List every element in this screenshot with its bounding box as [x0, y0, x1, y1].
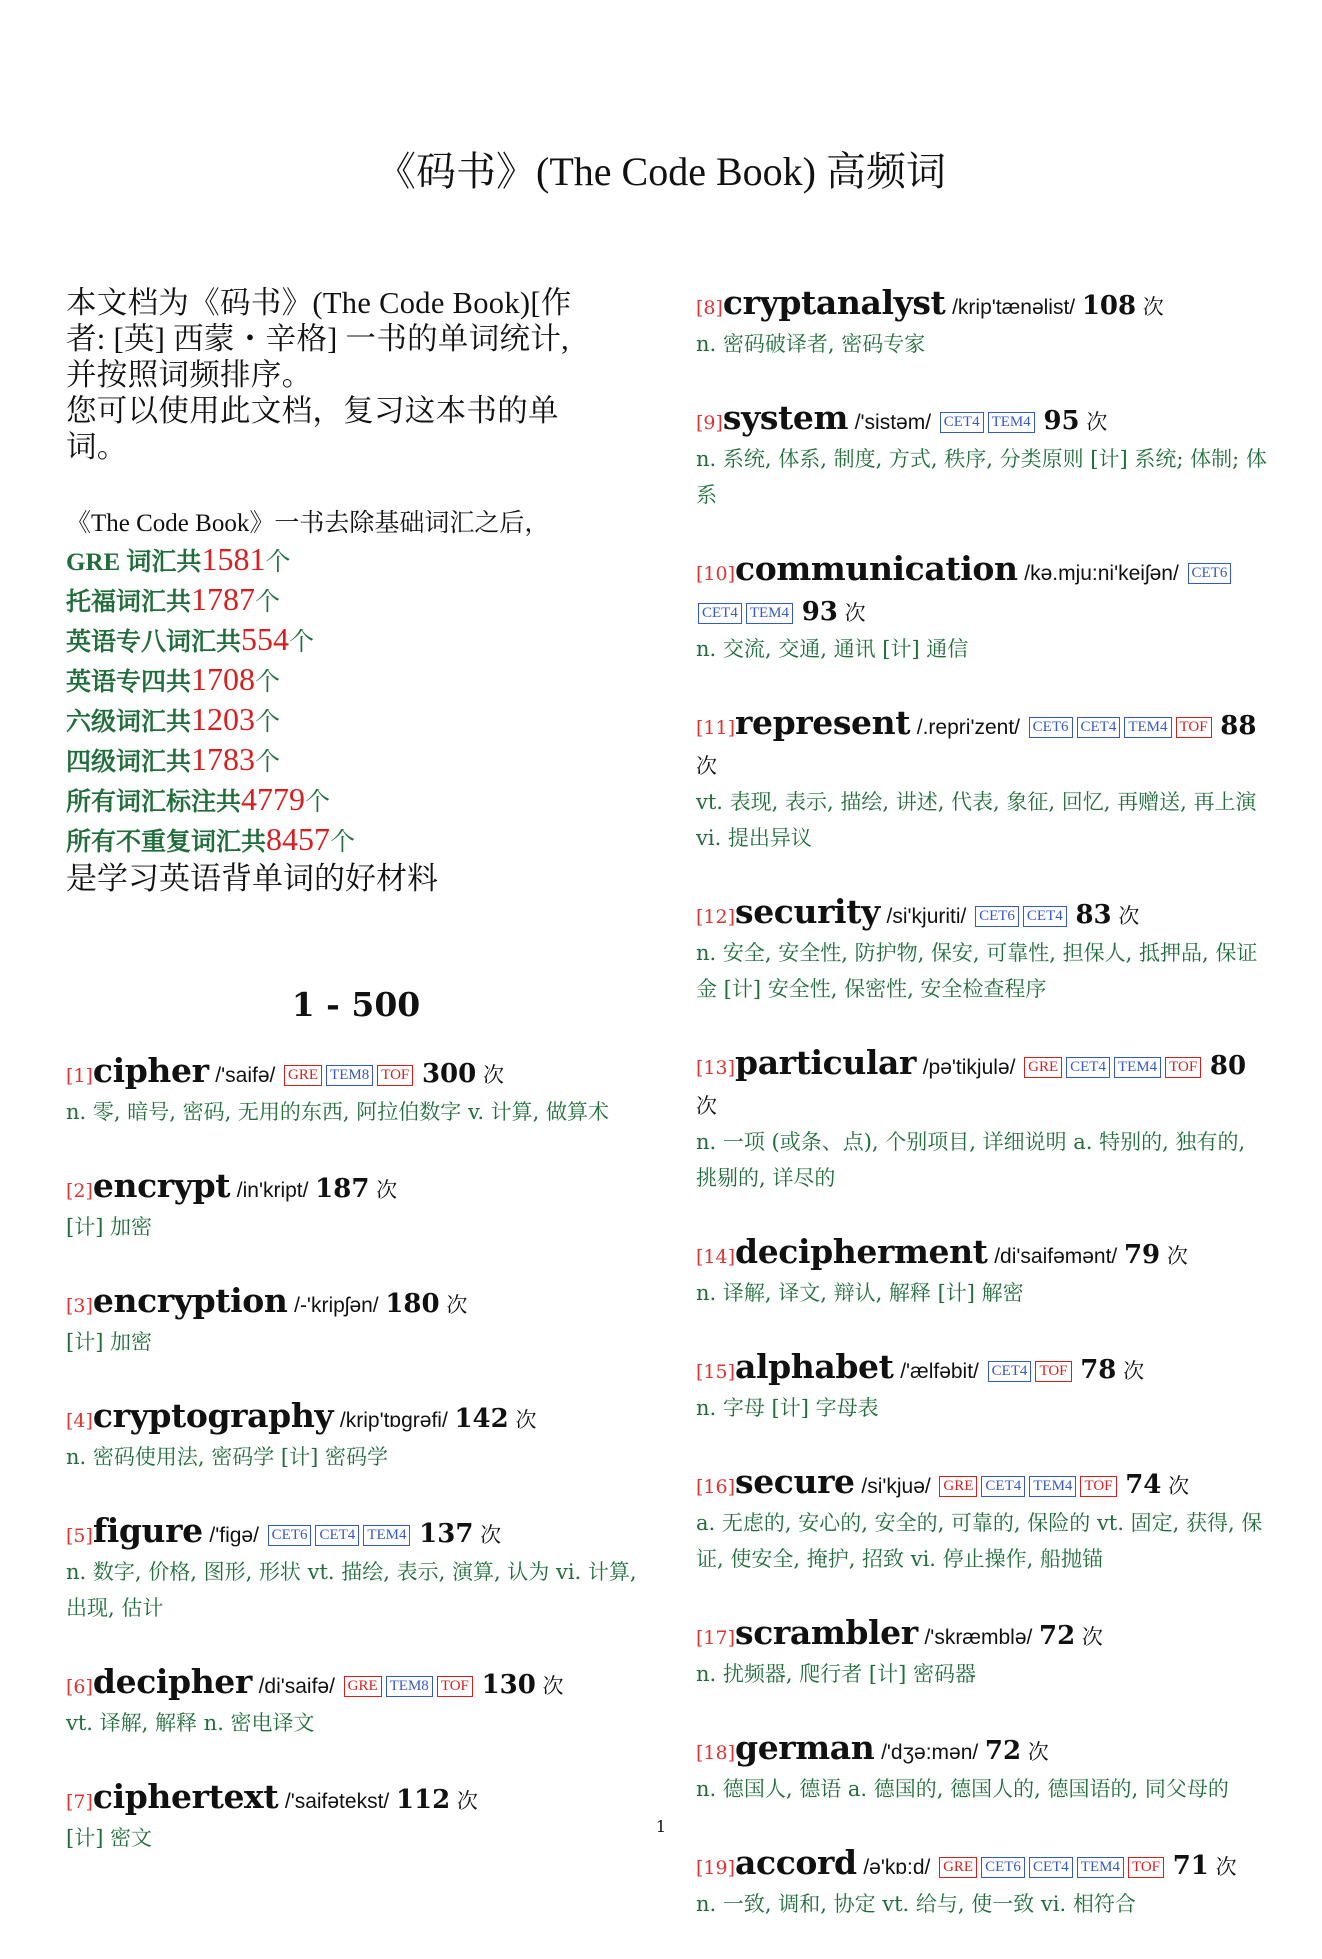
frequency-unit: 次 — [376, 1178, 398, 1202]
entry-frequency: 142 — [454, 1404, 509, 1434]
entry-definition: vt. 表现, 表示, 描绘, 讲述, 代表, 象征, 回忆, 再赠送, 再上演 vi. 提出异议 — [696, 790, 1257, 850]
entry-definition: n. 译解, 译文, 辩认, 解释 [计] 解密 — [696, 1281, 1024, 1305]
word-entry — [696, 1614, 1271, 1692]
entry-frequency: 72 — [1039, 1621, 1076, 1651]
entry-word: cipher — [92, 1051, 209, 1090]
word-entry — [696, 893, 1271, 1007]
entry-head — [696, 1614, 1271, 1657]
entry-index: [6] — [66, 1676, 93, 1698]
entry-index: [11] — [696, 717, 736, 739]
vocab-tag-badge: TEM4 — [363, 1525, 410, 1546]
entry-definition: n. 密码破译者, 密码专家 — [696, 332, 926, 356]
stat-row — [66, 621, 646, 661]
entry-head — [696, 1044, 1271, 1125]
entry-definition: n. 扰频器, 爬行者 [计] 密码器 — [696, 1662, 976, 1686]
entry-word: alphabet — [735, 1347, 894, 1386]
entry-head — [66, 1778, 646, 1821]
entry-word: cryptanalyst — [722, 283, 946, 322]
entry-pronunciation: /kə.mju:ni'keiʃən/ — [1024, 562, 1179, 585]
word-entry — [696, 1844, 1271, 1922]
frequency-unit: 次 — [542, 1674, 564, 1698]
entry-pronunciation: /si'kjuriti/ — [886, 905, 967, 928]
vocab-tag-badge: GRE — [344, 1676, 382, 1697]
vocab-tag-badge: CET6 — [1188, 563, 1232, 584]
entry-definition: n. 安全, 安全性, 防护物, 保安, 可靠性, 担保人, 抵押品, 保证金 [计] 安全性, 保密性, 安全检查程序 — [696, 941, 1258, 1001]
vocab-tag-badge: TOF — [1035, 1361, 1071, 1382]
vocab-tag-badge: GRE — [939, 1476, 977, 1497]
entry-pronunciation: /'saifə/ — [215, 1064, 276, 1087]
stat-count: 1783 — [191, 741, 256, 777]
entry-pronunciation: /'figə/ — [209, 1524, 259, 1547]
frequency-unit: 次 — [480, 1523, 502, 1547]
word-entry — [66, 1512, 646, 1626]
entry-word: represent — [735, 703, 911, 742]
entry-head — [696, 1233, 1271, 1276]
entry-head — [66, 1052, 646, 1095]
entry-pronunciation: /ə'kɒ:d/ — [863, 1856, 931, 1879]
entry-frequency: 137 — [419, 1519, 474, 1549]
stat-label: 英语专四共 — [66, 669, 192, 696]
entry-definition: a. 无虑的, 安心的, 安全的, 可靠的, 保险的 vt. 固定, 获得, 保证, 使安全, 掩护, 招致 vi. 停止操作, 船抛锚 — [696, 1511, 1263, 1571]
entry-frequency: 112 — [395, 1785, 451, 1815]
entry-head — [696, 1463, 1271, 1506]
entry-word: scrambler — [735, 1613, 918, 1652]
entry-head — [696, 1348, 1271, 1391]
entry-head — [696, 704, 1271, 785]
entry-frequency: 79 — [1123, 1240, 1161, 1270]
entry-pronunciation: /pə'tikjulə/ — [922, 1056, 1016, 1079]
stat-label: 所有不重复词汇共 — [66, 829, 267, 856]
entry-pronunciation: /'dʒə:mən/ — [881, 1741, 979, 1764]
entry-index: [16] — [696, 1476, 736, 1498]
stat-count: 1581 — [201, 541, 266, 577]
entry-definition: n. 德国人, 德语 a. 德国的, 德国人的, 德国语的, 同父母的 — [696, 1777, 1229, 1801]
stat-unit: 个 — [265, 549, 291, 576]
stat-unit: 个 — [255, 669, 281, 696]
word-entry — [66, 1397, 646, 1475]
entry-word: decipher — [92, 1662, 252, 1701]
entry-frequency: 88 — [1220, 711, 1257, 741]
stat-row — [66, 661, 646, 701]
entry-index: [5] — [66, 1525, 93, 1547]
entry-head — [66, 1512, 646, 1555]
vocab-tag-badge: TOF — [437, 1676, 473, 1697]
entry-frequency: 108 — [1081, 291, 1137, 321]
frequency-unit: 次 — [1166, 1244, 1188, 1268]
vocab-tag-badge: TEM8 — [326, 1065, 373, 1086]
entry-index: [8] — [696, 297, 723, 319]
stat-row — [66, 741, 646, 781]
frequency-unit: 次 — [1142, 295, 1164, 319]
entry-index: [1] — [66, 1065, 93, 1087]
entry-head — [696, 399, 1271, 442]
entry-index: [14] — [696, 1246, 736, 1268]
vocab-tag-badge: GRE — [1024, 1057, 1062, 1078]
section-heading: 1 - 500 — [291, 985, 421, 1024]
entry-head — [696, 284, 1271, 327]
vocab-tag-badge: CET4 — [315, 1525, 359, 1546]
vocab-tag-badge: TEM4 — [1029, 1476, 1076, 1497]
vocab-tag-badge: CET4 — [1077, 717, 1121, 738]
entry-word: secure — [735, 1462, 855, 1501]
entry-frequency: 80 — [1209, 1051, 1247, 1081]
entry-index: [15] — [696, 1361, 736, 1383]
entry-word: cryptography — [92, 1396, 334, 1435]
stat-unit: 个 — [255, 709, 281, 736]
vocab-tag-badge: CET4 — [1023, 906, 1067, 927]
stat-unit: 个 — [289, 629, 315, 656]
vocab-tag-badge: TEM4 — [988, 412, 1035, 433]
stat-row — [66, 701, 646, 741]
entry-index: [4] — [66, 1410, 93, 1432]
stat-unit: 个 — [305, 789, 331, 816]
stat-count: 4779 — [241, 781, 306, 817]
entry-frequency: 93 — [801, 597, 838, 627]
stat-count: 1203 — [191, 701, 256, 737]
entry-pronunciation: /.repri'zent/ — [916, 716, 1020, 739]
entry-word: security — [735, 892, 880, 931]
entry-frequency: 180 — [385, 1289, 440, 1319]
entry-word: decipherment — [735, 1232, 988, 1271]
entry-definition: n. 字母 [计] 字母表 — [696, 1396, 879, 1420]
word-entry — [696, 399, 1271, 513]
entry-head — [66, 1282, 646, 1325]
entry-definition: n. 数字, 价格, 图形, 形状 vt. 描绘, 表示, 演算, 认为 vi. 计算, 出现, 估计 — [66, 1560, 637, 1620]
stat-row — [66, 821, 646, 861]
entry-pronunciation: /in'kript/ — [236, 1179, 309, 1202]
vocab-tag-badge: TEM4 — [746, 603, 793, 624]
entry-frequency: 72 — [984, 1736, 1022, 1766]
intro-line: 词。 — [66, 430, 128, 464]
word-entry — [66, 1167, 646, 1245]
entry-head — [66, 1397, 646, 1440]
entry-index: [18] — [696, 1742, 736, 1764]
word-entry — [696, 1463, 1271, 1577]
vocab-tag-badge: CET6 — [268, 1525, 312, 1546]
entry-word: encryption — [92, 1281, 288, 1320]
stat-count: 1787 — [191, 581, 256, 617]
right-column — [696, 284, 1271, 1959]
entry-frequency: 130 — [481, 1670, 536, 1700]
vocab-tag-badge: TOF — [1128, 1857, 1164, 1878]
entry-index: [17] — [696, 1627, 736, 1649]
vocab-tag-badge: TOF — [1176, 717, 1212, 738]
stat-unit: 个 — [255, 589, 281, 616]
entry-pronunciation: /'skræmblə/ — [924, 1626, 1033, 1649]
vocab-tag-badge: TOF — [377, 1065, 413, 1086]
entry-definition: [计] 密文 — [66, 1826, 153, 1850]
stat-unit: 个 — [255, 749, 281, 776]
stat-row — [66, 781, 646, 821]
entry-index: [13] — [696, 1057, 736, 1079]
frequency-unit: 次 — [1168, 1474, 1190, 1498]
frequency-unit: 次 — [1081, 1625, 1103, 1649]
entry-definition: [计] 加密 — [66, 1330, 153, 1354]
vocab-tag-badge: CET4 — [988, 1361, 1032, 1382]
frequency-unit: 次 — [844, 601, 866, 625]
entry-frequency: 78 — [1080, 1355, 1117, 1385]
vocab-tag-badge: TEM8 — [386, 1676, 433, 1697]
word-entry — [66, 1663, 646, 1741]
entry-index: [19] — [696, 1857, 736, 1879]
vocab-tag-badge: TEM4 — [1114, 1057, 1161, 1078]
stat-count: 8457 — [266, 821, 331, 857]
vocab-tag-badge: GRE — [939, 1857, 977, 1878]
vocab-tag-badge: TOF — [1080, 1476, 1116, 1497]
entry-head — [66, 1663, 646, 1706]
page-number: 1 — [655, 1817, 667, 1836]
frequency-unit: 次 — [696, 754, 717, 778]
stat-row — [66, 581, 646, 621]
page-title: 《码书》(The Code Book) 高频词 — [376, 149, 946, 194]
entry-definition: n. 交流, 交通, 通讯 [计] 通信 — [696, 637, 969, 661]
stat-label: 所有词汇标注共 — [66, 789, 242, 816]
vocab-tag-badge: TEM4 — [1077, 1857, 1124, 1878]
stat-label: GRE 词汇共 — [66, 549, 202, 576]
entry-definition: n. 密码使用法, 密码学 [计] 密码学 — [66, 1445, 388, 1469]
entry-frequency: 95 — [1043, 406, 1080, 436]
entry-frequency: 74 — [1125, 1470, 1162, 1500]
frequency-unit: 次 — [1215, 1855, 1237, 1879]
entry-definition: n. 零, 暗号, 密码, 无用的东西, 阿拉伯数字 v. 计算, 做算术 — [66, 1100, 610, 1124]
entry-list-left — [66, 1052, 646, 1856]
word-entry — [696, 1348, 1271, 1426]
entry-definition: n. 一致, 调和, 协定 vt. 给与, 使一致 vi. 相符合 — [696, 1892, 1136, 1916]
vocab-tag-badge: CET6 — [981, 1857, 1025, 1878]
word-entry — [696, 284, 1271, 362]
vocab-tag-badge: CET4 — [940, 412, 984, 433]
frequency-unit: 次 — [446, 1293, 468, 1317]
entry-head — [696, 1844, 1271, 1887]
entry-word: encrypt — [92, 1166, 231, 1205]
frequency-unit: 次 — [1027, 1740, 1049, 1764]
word-entry — [696, 704, 1271, 856]
word-entry — [66, 1052, 646, 1130]
word-entry — [696, 1729, 1271, 1807]
stat-count: 1708 — [191, 661, 256, 697]
entry-index: [3] — [66, 1295, 93, 1317]
stat-label: 英语专八词汇共 — [66, 629, 242, 656]
vocab-tag-badge: CET4 — [1066, 1057, 1110, 1078]
entry-frequency: 83 — [1075, 900, 1112, 930]
entry-pronunciation: /'saifətekst/ — [284, 1790, 390, 1813]
entry-pronunciation: /krip'tænəlist/ — [952, 296, 1076, 319]
entry-pronunciation: /krip'tɒgrəfi/ — [339, 1409, 448, 1432]
frequency-unit: 次 — [515, 1408, 537, 1432]
stats-lead: 《The Code Book》一书去除基础词汇之后， — [66, 510, 550, 537]
entry-word: german — [735, 1728, 875, 1767]
frequency-unit: 次 — [1118, 904, 1140, 928]
vocab-tag-badge: CET6 — [1029, 717, 1073, 738]
entry-definition: [计] 加密 — [66, 1215, 153, 1239]
entry-frequency: 300 — [421, 1059, 477, 1089]
vocab-tag-badge: CET4 — [1029, 1857, 1073, 1878]
entry-definition: vt. 译解, 解释 n. 密电译文 — [66, 1711, 315, 1735]
entry-head — [696, 893, 1271, 936]
entry-index: [7] — [66, 1791, 93, 1813]
entry-word: communication — [735, 549, 1018, 588]
vocab-tag-badge: GRE — [284, 1065, 322, 1086]
stat-row — [66, 541, 646, 581]
entry-pronunciation: /di'saifəmənt/ — [994, 1245, 1118, 1268]
stats-closing: 是学习英语背单词的好材料 — [66, 861, 438, 896]
entry-frequency: 187 — [315, 1174, 370, 1204]
stat-label: 六级词汇共 — [66, 709, 192, 736]
entry-word: ciphertext — [92, 1777, 279, 1816]
word-entry — [696, 1044, 1271, 1196]
entry-index: [2] — [66, 1180, 93, 1202]
stat-unit: 个 — [330, 829, 356, 856]
intro-line: 本文档为《码书》(The Code Book)[作 — [66, 286, 572, 320]
entry-pronunciation: /'ælfəbit/ — [900, 1360, 979, 1383]
entry-index: [12] — [696, 906, 736, 928]
word-entry — [696, 1233, 1271, 1311]
intro-line: 您可以使用此文档，复习这本书的单 — [66, 394, 559, 428]
entry-word: system — [722, 398, 849, 437]
vocab-stats — [66, 507, 646, 897]
entry-head — [696, 550, 1271, 632]
vocab-tag-badge: CET4 — [698, 603, 742, 624]
word-entry — [696, 550, 1271, 667]
frequency-unit: 次 — [482, 1063, 504, 1087]
entry-frequency: 71 — [1172, 1851, 1209, 1881]
frequency-unit: 次 — [456, 1789, 478, 1813]
entry-pronunciation: /'sistəm/ — [854, 411, 932, 434]
entry-pronunciation: /-'kripʃən/ — [294, 1294, 379, 1317]
intro-line: 并按照词频排序。 — [66, 358, 313, 392]
entry-list-right — [696, 284, 1271, 1922]
left-column — [66, 285, 646, 1893]
entry-index: [9] — [696, 412, 723, 434]
entry-word: particular — [735, 1043, 917, 1082]
entry-definition: n. 一项 (或条、点), 个别项目, 详细说明 a. 特别的, 独有的, 挑剔的, 详尽的 — [696, 1130, 1246, 1190]
entry-pronunciation: /di'saifə/ — [258, 1675, 335, 1698]
entry-pronunciation: /si'kjuə/ — [861, 1475, 931, 1498]
vocab-tag-badge: TOF — [1165, 1057, 1201, 1078]
vocab-tag-badge: CET4 — [981, 1476, 1025, 1497]
intro-line: 者: [英] 西蒙・辛格] 一书的单词统计, — [66, 322, 570, 356]
frequency-unit: 次 — [1086, 410, 1108, 434]
stat-count: 554 — [241, 621, 290, 657]
vocab-tag-badge: TEM4 — [1124, 717, 1171, 738]
entry-word: accord — [735, 1843, 857, 1882]
entry-word: figure — [92, 1511, 203, 1550]
frequency-unit: 次 — [1123, 1359, 1145, 1383]
entry-head — [696, 1729, 1271, 1772]
vocab-tag-badge: CET6 — [975, 906, 1019, 927]
entry-head — [66, 1167, 646, 1210]
entry-definition: n. 系统, 体系, 制度, 方式, 秩序, 分类原则 [计] 系统; 体制; 体系 — [696, 447, 1267, 507]
stat-label: 四级词汇共 — [66, 749, 192, 776]
frequency-unit: 次 — [696, 1094, 717, 1118]
word-entry — [66, 1282, 646, 1360]
entry-index: [10] — [696, 563, 736, 585]
intro-paragraph — [66, 285, 646, 465]
stat-label: 托福词汇共 — [66, 589, 192, 616]
